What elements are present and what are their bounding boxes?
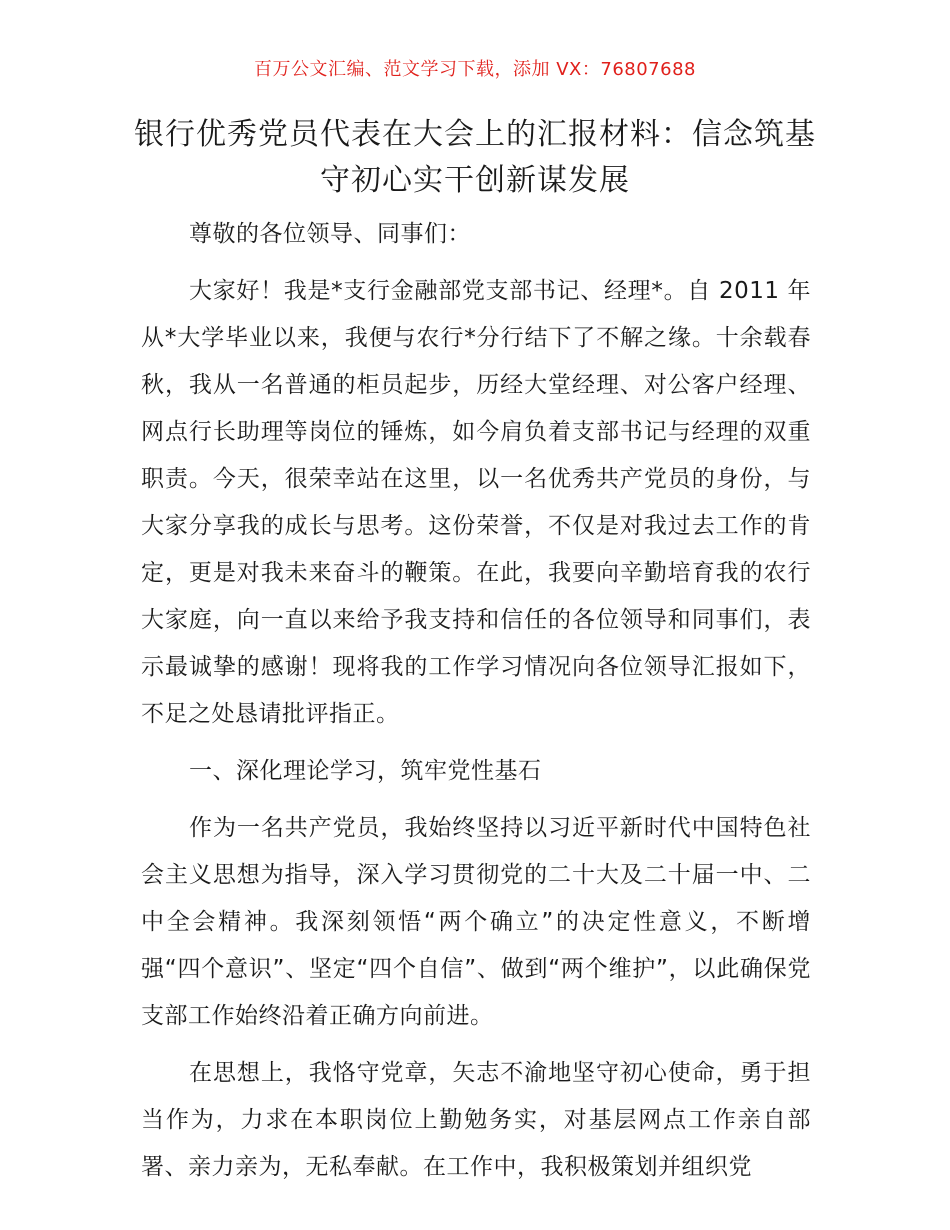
document-title: 银行优秀党员代表在大会上的汇报材料：信念筑基守初心实干创新谋发展 bbox=[134, 117, 816, 198]
body-paragraph: 在思想上，我恪守党章，矢志不渝地坚守初心使命，勇于担当作为，力求在本职岗位上勤勉务实，对基层网点工作亲自部署、亲力亲为，无私奉献。在工作中，我积极策划并组织党 bbox=[141, 1060, 811, 1180]
body-paragraph: 作为一名共产党员，我始终坚持以习近平新时代中国特色社会主义思想为指导，深入学习贯彻党的二十大及二十届一中、二中全会精神。我深刻领悟“两个确立”的决定性意义，不断增强“四个意识”、坚定“四个自信”、做到“两个维护”，以此确保党支部工作始终沿着正确方向前进。 bbox=[141, 815, 811, 1029]
section-heading: 一、深化理论学习，筑牢党性基石 bbox=[189, 758, 542, 784]
watermark-header: 百万公文汇编、范文学习下载，添加 VX：76807688 bbox=[254, 59, 696, 80]
salutation-paragraph: 尊敬的各位领导、同事们： bbox=[189, 221, 471, 247]
document-body bbox=[141, 211, 811, 1201]
body-paragraph: 大家好！我是*支行金融部党支部书记、经理*。自 2011 年从*大学毕业以来，我便与农行*分行结下了不解之缘。十余载春秋，我从一名普通的柜员起步，历经大堂经理、对公客户经理、网点行长助理等岗位的锤炼，如今肩负着支部书记与经理的双重职责。今天，很荣幸站在这里，以一名优秀共产党员的身份，与大家分享我的成长与思考。这份荣誉，不仅是对我过去工作的肯定，更是对我未来奋斗的鞭策。在此，我要向辛勤培育我的农行大家庭，向一直以来给予我支持和信任的各位领导和同事们，表示最诚挚的感谢！现将我的工作学习情况向各位领导汇报如下，不足之处恳请批评指正。 bbox=[141, 278, 811, 727]
